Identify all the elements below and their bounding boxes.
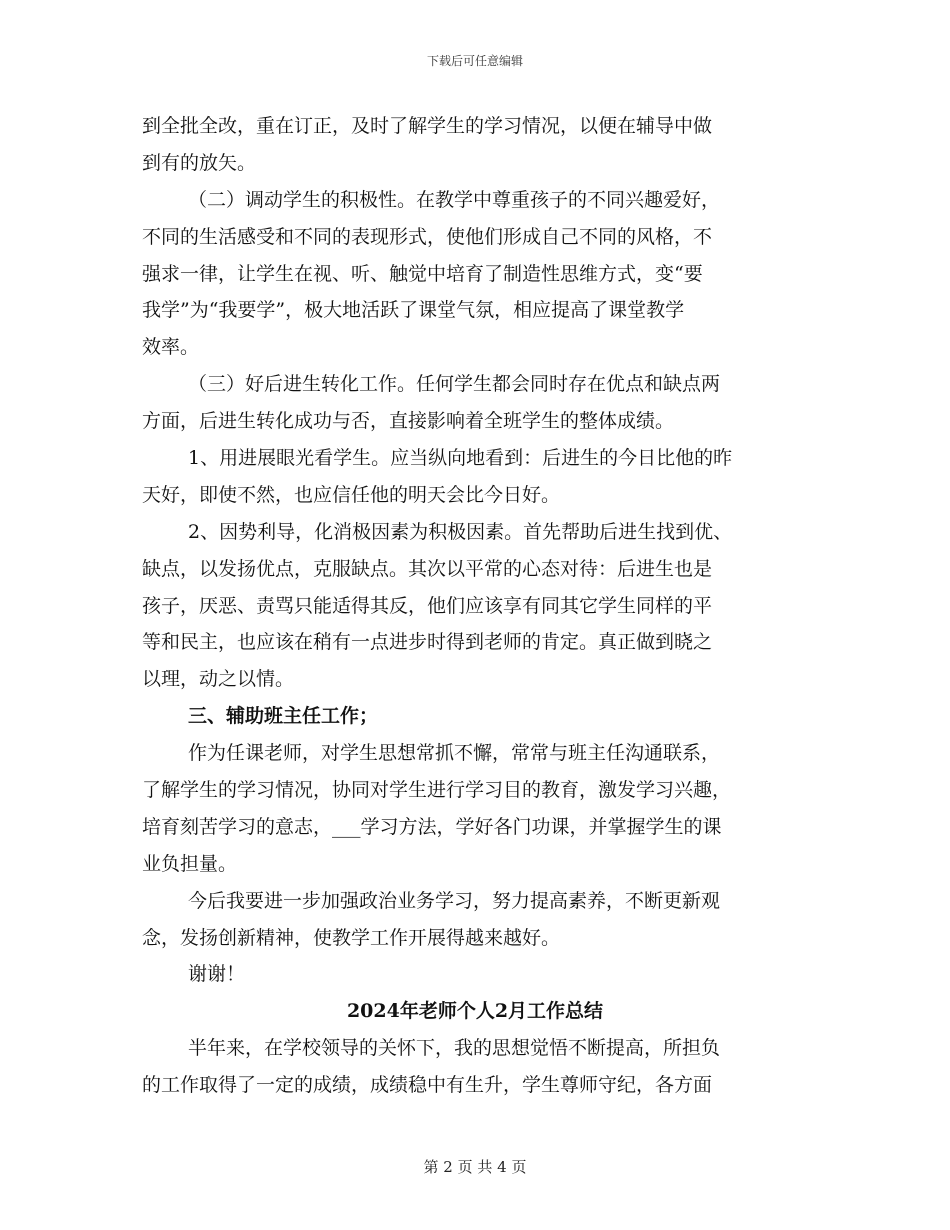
text-line: 效率。 — [142, 336, 200, 359]
text-line: 方面，后进生转化成功与否，直接影响着全班学生的整体成绩。 — [142, 410, 675, 433]
text-line: 今后我要进一步加强政治业务学习，努力提高素养，不断更新观 — [188, 889, 721, 912]
text-line: 作为任课老师，对学生思想常抓不懈，常常与班主任沟通联系， — [188, 742, 721, 765]
text-line: （二）调动学生的积极性。在教学中尊重孩子的不同兴趣爱好， — [188, 188, 721, 211]
text-line: 培育刻苦学习的意志，___学习方法，学好各门功课，并掌握学生的课 — [142, 815, 722, 838]
header-note: 下载后可任意编辑 — [426, 54, 523, 68]
page-number: 第 2 页 共 4 页 — [423, 1158, 527, 1176]
text-line: 到有的放矢。 — [142, 151, 257, 174]
text-line: 1、用进展眼光看学生。应当纵向地看到：后进生的今日比他的昨 — [188, 447, 733, 470]
text-line: 孩子，厌恶、责骂只能适得其反，他们应该享有同其它学生同样的平 — [142, 594, 713, 617]
text-line: 到全批全改，重在订正，及时了解学生的学习情况，以便在辅导中做 — [142, 115, 713, 137]
document-title: 2024年老师个人2月工作总结 — [346, 1000, 604, 1023]
text-line: 缺点，以发扬优点，克服缺点。其次以平常的心态对待：后进生也是 — [142, 557, 713, 580]
text-line: （三）好后进生转化工作。任何学生都会同时存在优点和缺点两 — [188, 373, 721, 396]
document-body — [142, 108, 808, 1104]
text-line: 念，发扬创新精神，使教学工作开展得越来越好。 — [142, 926, 561, 949]
text-line: 天好，即使不然，也应信任他的明天会比今日好。 — [142, 483, 561, 506]
text-line: 半年来，在学校领导的关怀下，我的思想觉悟不断提高，所担负 — [188, 1037, 721, 1060]
text-line: 了解学生的学习情况，协同对学生进行学习目的教育，激发学习兴趣， — [142, 779, 732, 802]
text-line: 强求一律，让学生在视、听、触觉中培育了制造性思维方式，变“要 — [142, 262, 703, 285]
text-line: 业负担量。 — [142, 852, 238, 875]
text-line: 我学”为“我要学”，极大地活跃了课堂气氛，相应提高了课堂教学 — [142, 299, 685, 322]
text-line: 谢谢！ — [188, 963, 246, 986]
text-line: 2、因势利导，化消极因素为积极因素。首先帮助后进生找到优、 — [188, 520, 733, 543]
text-line: 不同的生活感受和不同的表现形式，使他们形成自己不同的风格，不 — [142, 225, 713, 248]
section-heading: 三、辅助班主任工作； — [188, 705, 379, 728]
text-line: 等和民主，也应该在稍有一点进步时得到老师的肯定。真正做到晓之 — [142, 631, 713, 654]
text-line: 的工作取得了一定的成绩，成绩稳中有生升，学生尊师守纪，各方面 — [142, 1074, 713, 1097]
text-line: 以理，动之以情。 — [142, 668, 295, 691]
